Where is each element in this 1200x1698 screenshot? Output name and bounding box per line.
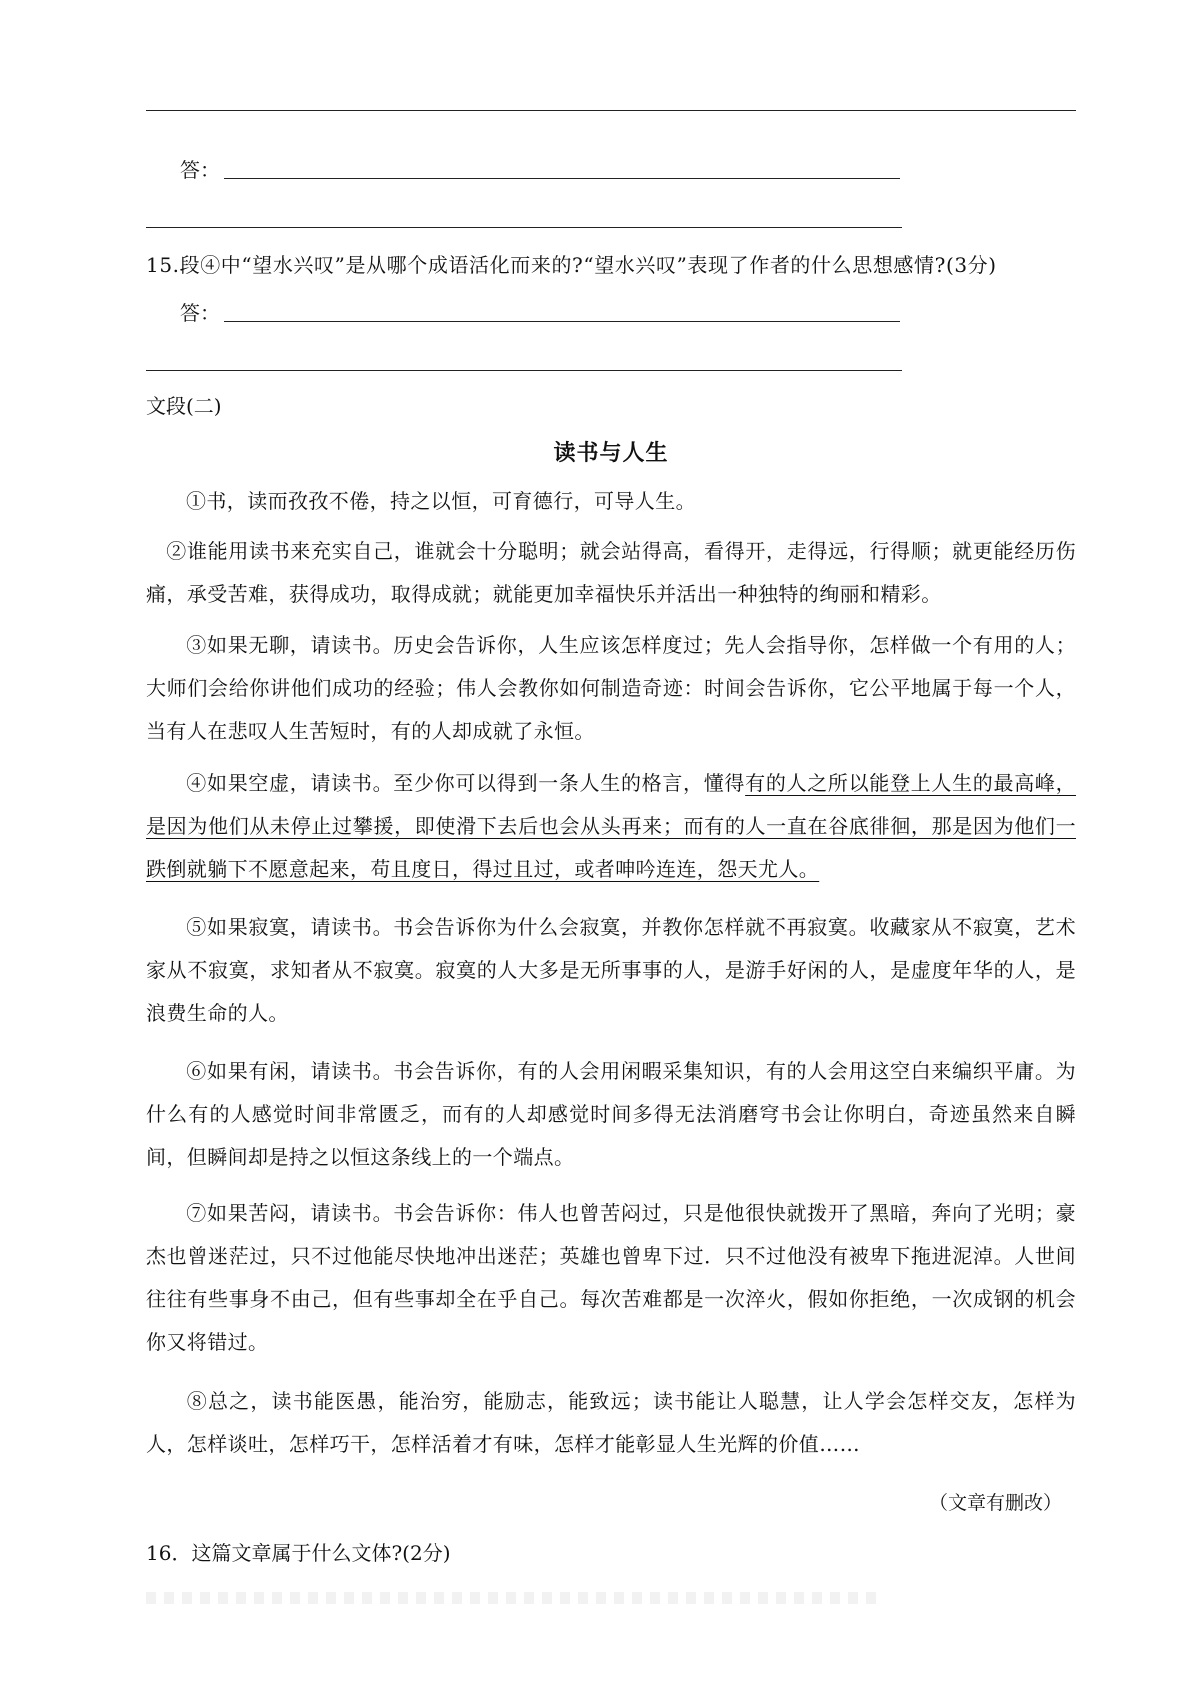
q16-question: 16．这篇文章属于什么文体?(2分): [146, 1541, 451, 1565]
section-label: 文段(二): [146, 394, 222, 418]
paragraph-4: [146, 762, 1076, 891]
paragraph-6: [146, 1050, 1076, 1179]
paragraph-7: [146, 1192, 1076, 1364]
q15-answer-line-2[interactable]: [146, 370, 902, 371]
q15-answer-label: 答：: [180, 301, 220, 325]
q14-answer-line-2[interactable]: [146, 227, 902, 228]
paragraph-1: [146, 480, 1076, 523]
paragraph-8: [146, 1380, 1076, 1466]
q15-question: 15.段④中“望水兴叹”是从哪个成语活化而来的?“望水兴叹”表现了作者的什么思想感情?(3分): [146, 253, 997, 277]
paragraph-4-underlined-text: 有的人之所以能登上人生的最高峰，是因为他们从未停止过攀援，即使滑下去后也会从头再来；而有的人一直在谷底徘徊，那是因为他们一跌倒就躺下不愿意起来，苟且度日，得过且过，或者呻吟连连，怨天尤人。: [146, 771, 1076, 881]
paragraph-6-text: ⑥如果有闲，请读书。书会告诉你，有的人会用闲暇采集知识，有的人会用这空白来编织平庸。为什么有的人感觉时间非常匮乏，而有的人却感觉时间多得无法消磨穹书会让你明白，奇迹虽然来自瞬间，但瞬间却是持之以恒这条线上的一个端点。: [146, 1059, 1076, 1169]
paragraph-7-text: ⑦如果苦闷，请读书。书会告诉你：伟人也曾苦闷过，只是他很快就拨开了黑暗，奔向了光明；豪杰也曾迷茫过，只不过他能尽快地冲出迷茫；英雄也曾卑下过．只不过他没有被卑下拖进泥淖。人世间往往有些事身不由己，但有些事却全在乎自己。每次苦难都是一次淬火，假如你拒绝，一次成钢的机会你又将错过。: [146, 1201, 1076, 1354]
paragraph-2: [146, 530, 1076, 616]
paragraph-8-text: ⑧总之，读书能医愚，能治穷，能励志，能致远；读书能让人聪慧，让人学会怎样交友，怎样为人，怎样谈吐，怎样巧干，怎样活着才有味，怎样才能彰显人生光辉的价值……: [146, 1389, 1076, 1456]
article-title: 读书与人生: [553, 440, 669, 466]
top-rule: [146, 110, 1076, 111]
paragraph-2-text: ②谁能用读书来充实自己，谁就会十分聪明；就会站得高，看得开，走得远，行得顺；就更能经历伤痛，承受苦难，获得成功，取得成就；就能更加幸福快乐并活出一种独特的绚丽和精彩。: [146, 539, 1076, 606]
edit-note: （文章有删改）: [928, 1492, 1062, 1514]
paragraph-1-text: ①书，读而孜孜不倦，持之以恒，可育德行，可导人生。: [186, 489, 696, 513]
paragraph-3: [146, 624, 1076, 753]
paragraph-5: [146, 906, 1076, 1035]
paragraph-3-text: ③如果无聊，请读书。历史会告诉你，人生应该怎样度过；先人会指导你，怎样做一个有用的人；大师们会给你讲他们成功的经验；伟人会教你如何制造奇迹：时间会告诉你，它公平地属于每一个人，当有人在悲叹人生苦短时，有的人却成就了永恒。: [146, 633, 1076, 743]
q15-answer-line-1[interactable]: [224, 321, 900, 322]
q14-answer-label: 答：: [180, 158, 220, 182]
q14-answer-line-1[interactable]: [224, 178, 900, 179]
faint-scan-artifact: [146, 1592, 876, 1604]
paragraph-4-text: ④如果空虚，请读书。至少你可以得到一条人生的格言，懂得: [186, 771, 746, 795]
paragraph-5-text: ⑤如果寂寞，请读书。书会告诉你为什么会寂寞，并教你怎样就不再寂寞。收藏家从不寂寞，艺术家从不寂寞，求知者从不寂寞。寂寞的人大多是无所事事的人，是游手好闲的人，是虚度年华的人，是浪费生命的人。: [146, 915, 1076, 1025]
